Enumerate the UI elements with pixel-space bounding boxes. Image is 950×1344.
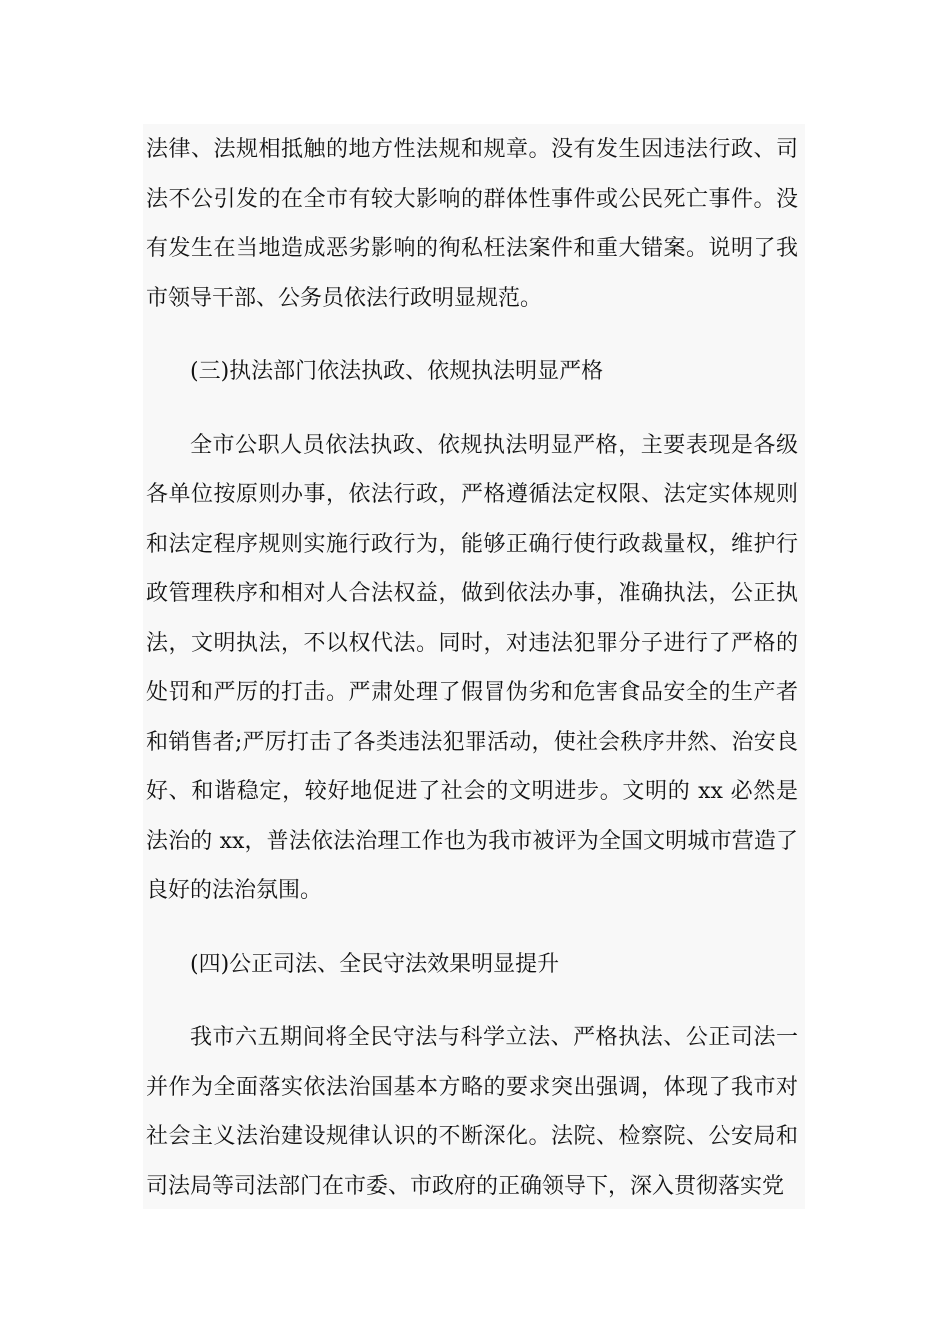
section-heading-3: (三)执法部门依法执政、依规执法明显严格 [190,359,604,384]
paragraph-enforcement: 全市公职人员依法执政、依规执法明显严格，主要表现是各级各单位按原则办事，依法行政，严格遵循法定权限、法定实体规则和法定程序规则实施行政行为，能够正确行使行政裁量权，维护行政管理秩序和相对人合法权益，做到依法办事，准确执法，公正执法，文明执法，不以权代法。同时，对违法犯罪分子进行了严格的处罚和严厉的打击。严肃处理了假冒伪劣和危害食品安全的生产者和销售者;严厉打击了各类违法犯罪活动，使社会秩序井然、治安良好、和谐稳定，较好地促进了社会的文明进步。文明的 xx 必然是法治的 xx，普法依法治理工作也为我市被评为全国文明城市营造了良好的法治氛围。 [146,432,798,903]
section-heading-4: (四)公正司法、全民守法效果明显提升 [190,951,560,977]
paragraph-continuation: 法律、法规相抵触的地方性法规和规章。没有发生因违法行政、司法不公引发的在全市有较大影响的群体性事件或公民死亡事件。没有发生在当地造成恶劣影响的徇私枉法案件和重大错案。说明了我市领导干部、公务员依法行政明显规范。 [146,137,798,311]
document-body [146,125,798,1211]
paragraph-justice: 我市六五期间将全民守法与科学立法、严格执法、公正司法一并作为全面落实依法治国基本方略的要求突出强调，体现了我市对社会主义法治建设规律认识的不断深化。法院、检察院、公安局和司法局等司法部门在市委、市政府的正确领导下，深入贯彻落实党 [146,1025,798,1199]
